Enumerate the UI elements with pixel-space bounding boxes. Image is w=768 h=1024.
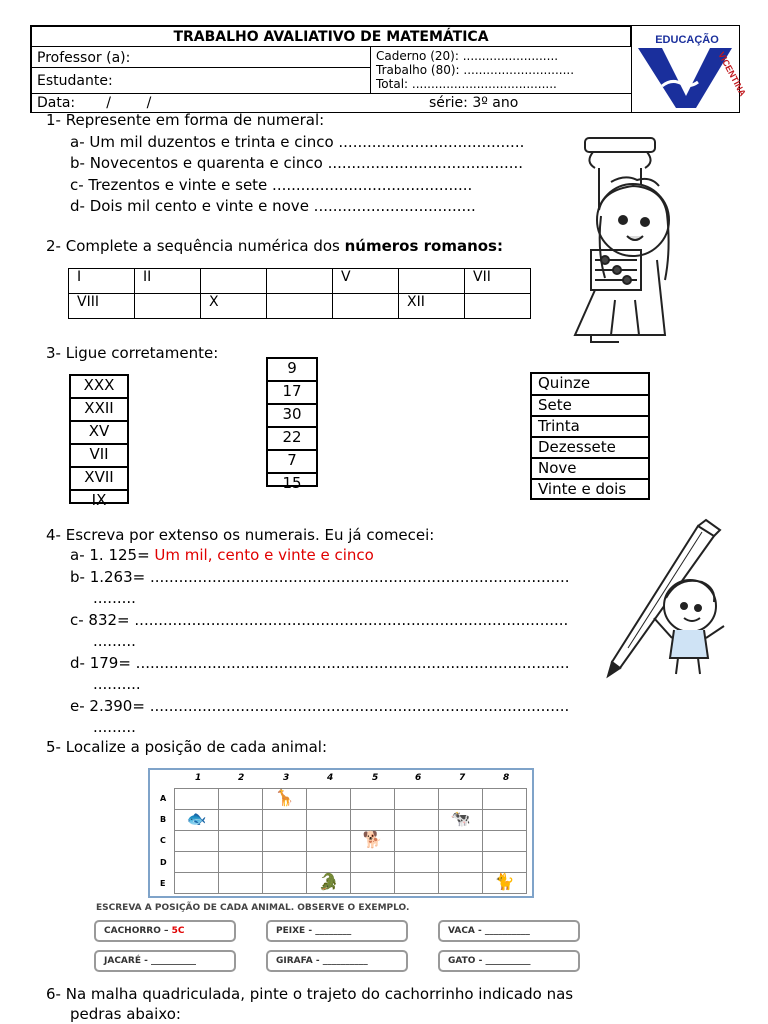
word-box[interactable]: Quinze [532,374,648,396]
answer-box-giraffe[interactable] [266,950,408,972]
number-box[interactable]: 15 [282,474,302,492]
word-box[interactable]: Vinte e dois [538,480,627,498]
worksheet-title: TRABALHO AVALIATIVO DE MATEMÁTICA [31,26,631,47]
grid-cell[interactable] [307,852,351,873]
roman-cell[interactable]: XII [399,294,465,319]
q4-c-cont[interactable]: ......... [93,632,136,650]
grid-column-label: 4 [327,773,334,783]
q4-e-cont[interactable]: ......... [93,718,136,736]
answer-value: __________ [150,956,196,966]
roman-cell[interactable]: VIII [69,294,135,319]
fish-icon: 🐟 [186,809,207,828]
grid-column-label: 8 [503,773,510,783]
grid-cell[interactable] [483,852,527,873]
roman-cell[interactable] [465,294,531,319]
grid-cell[interactable] [263,789,307,810]
q4-a-answer: Um mil, cento e vinte e cinco [154,546,374,564]
grade-level: série: 3º ano [429,95,519,111]
grid-cell[interactable] [395,873,439,894]
q4-d-label: d- 179= [70,654,136,672]
trabalho-score[interactable]: Trabalho (80): ............................. [376,63,575,77]
answer-label: GIRAFA - [276,956,323,966]
q4-d-line[interactable]: ........................................................................................... [135,654,570,672]
roman-cell[interactable]: I [69,269,135,294]
answer-box-cow[interactable] [438,920,580,942]
answer-label: GATO - [448,956,486,966]
q4-item-a [70,545,374,565]
q4-item-e[interactable] [70,696,569,716]
roman-cell[interactable]: II [135,269,201,294]
answer-value: __________ [485,956,531,966]
roman-box[interactable]: XVII [71,468,127,491]
word-box[interactable]: Trinta [532,417,648,438]
grid-cell[interactable] [263,831,307,852]
q4-b-cont[interactable]: ......... [93,589,136,607]
number-column [266,357,318,492]
grid-cell[interactable] [395,831,439,852]
grid-cell[interactable] [307,831,351,852]
grid-cell[interactable] [175,789,219,810]
answer-label: CACHORRO – [104,926,172,936]
grid-cell[interactable] [439,873,483,894]
q4-d-cont[interactable]: .......... [93,675,141,693]
q4-a-label: a- 1. 125= [70,546,155,564]
roman-box[interactable]: XXX [71,376,127,399]
roman-cell[interactable]: VII [465,269,531,294]
q4-b-label: b- 1.263= [70,568,150,586]
q4-title: 4- Escreva por extenso os numerais. Eu já comecei: [46,526,435,544]
q4-c-line[interactable]: ........................................................................................... [134,611,569,629]
answer-label: VACA - [448,926,485,936]
grid-column-label: 1 [195,773,202,783]
roman-cell[interactable] [267,294,333,319]
roman-column [69,374,129,509]
dog-icon: 🐕 [362,830,383,849]
q6-line-2: pedras abaixo: [70,1005,181,1023]
q1-title: 1- Represente em forma de numeral: [46,111,325,129]
q1-item-b[interactable]: b- Novecentos e quarenta e cinco ......................................... [70,154,524,172]
roman-box[interactable]: XV [71,422,127,445]
answer-value: 5C [171,926,185,936]
word-column [530,372,650,500]
number-box[interactable]: 30 [268,405,316,428]
answer-value: __________ [484,926,530,936]
boy-pencil-illustration [598,518,738,680]
grid-column-label: 5 [372,773,379,783]
q4-e-line[interactable]: ........................................................................................ [149,697,570,715]
grid-cell[interactable] [483,873,527,894]
grid-cell[interactable] [483,831,527,852]
grid-cell[interactable] [307,810,351,831]
grid-cell[interactable] [351,873,395,894]
grid-cell[interactable] [175,831,219,852]
q6-line-1: 6- Na malha quadriculada, pinte o trajeto do cachorrinho indicado nas [46,985,574,1003]
grid-cell[interactable] [219,810,263,831]
word-box[interactable]: Dezessete [532,438,648,459]
word-box[interactable]: Sete [532,396,648,417]
grid-column-label: 3 [283,773,290,783]
professor-field[interactable]: Professor (a): [31,46,371,68]
answer-box-dog[interactable] [94,920,236,942]
q3-title: 3- Ligue corretamente: [46,344,219,362]
q2-title-plain: 2- Complete a sequência numérica dos [46,237,345,255]
grid-cell[interactable] [483,789,527,810]
number-box[interactable]: 17 [268,382,316,405]
grid-cell[interactable] [219,852,263,873]
grid-cell[interactable] [307,873,351,894]
roman-cell[interactable] [201,269,267,294]
q5-instruction: ESCREVA A POSIÇÃO DE CADA ANIMAL. OBSERVE O EXEMPLO. [96,903,410,913]
grid-cell[interactable] [219,789,263,810]
q4-b-line[interactable]: ........................................................................................ [149,568,570,586]
roman-cell[interactable]: V [333,269,399,294]
q4-item-c[interactable] [70,610,568,630]
caderno-score[interactable]: Caderno (20): ......................... [376,49,559,63]
grid-cell[interactable] [263,852,307,873]
grid-cell[interactable] [439,831,483,852]
q1-item-c[interactable]: c- Trezentos e vinte e sete .......................................... [70,176,473,194]
roman-cell[interactable]: X [201,294,267,319]
q4-c-label: c- 832= [70,611,135,629]
school-logo [631,26,748,113]
grid-row-label: E [160,879,166,888]
q5-title: 5- Localize a posição de cada animal: [46,738,327,756]
header-table [30,25,748,113]
q4-item-b[interactable] [70,567,570,587]
grid-cell[interactable] [263,873,307,894]
q2-title [46,236,503,256]
roman-row-1 [69,269,531,294]
answer-label: PEIXE - [276,926,316,936]
roman-box[interactable]: IX [91,491,107,509]
grid-cell[interactable] [175,810,219,831]
date-field[interactable]: Data: / / [37,95,152,111]
girl-abacus-illustration [555,130,725,345]
grid-cell[interactable] [351,852,395,873]
grid-row-label: B [160,815,167,824]
answer-value: ________ [315,926,352,936]
cat-icon: 🐈 [494,872,515,891]
grid-cell[interactable] [395,810,439,831]
grid-row-label: D [160,858,167,867]
grid-cell[interactable] [175,852,219,873]
grid-cell[interactable] [219,873,263,894]
total-score[interactable]: Total: ...................................... [376,77,557,91]
animal-grid-table [174,788,527,894]
q1-item-a[interactable]: a- Um mil duzentos e trinta e cinco ....................................... [70,133,525,151]
alligator-icon: 🐊 [318,872,339,891]
grid-cell[interactable] [439,852,483,873]
q4-item-d[interactable] [70,653,570,673]
giraffe-icon: 🦒 [274,788,295,807]
answer-box-fish[interactable] [266,920,408,942]
roman-sequence-table [68,268,531,319]
grid-cell[interactable] [395,789,439,810]
grid-cell[interactable] [263,810,307,831]
grid-cell[interactable] [395,852,439,873]
grid-column-label: 7 [459,773,466,783]
q4-e-label: e- 2.390= [70,697,150,715]
grid-cell[interactable] [483,810,527,831]
q2-title-bold: números romanos: [344,237,503,255]
roman-cell[interactable] [399,269,465,294]
roman-cell[interactable] [333,294,399,319]
roman-cell[interactable] [267,269,333,294]
grade-box [370,46,632,94]
number-box[interactable]: 22 [268,428,316,451]
answer-box-alligator[interactable] [94,950,236,972]
cow-icon: 🐄 [450,809,471,828]
grid-cell[interactable] [439,789,483,810]
answer-label: JACARÉ - [104,956,151,966]
student-field[interactable]: Estudante: [31,67,371,94]
answer-value: __________ [322,956,368,966]
logo-side-text: VICENTINA [716,50,748,98]
roman-box[interactable]: XXII [71,399,127,422]
grid-cell[interactable] [307,789,351,810]
grid-column-label: 6 [415,773,422,783]
animal-grid [148,768,534,898]
grid-cell[interactable] [219,831,263,852]
grid-cell[interactable] [439,810,483,831]
grid-row-label: A [160,794,167,803]
q1-item-d[interactable]: d- Dois mil cento e vinte e nove .................................. [70,197,476,215]
number-box[interactable]: 9 [268,359,316,382]
answer-box-cat[interactable] [438,950,580,972]
logo-top-text: EDUCAÇÃO [655,34,719,46]
grid-cell[interactable] [351,831,395,852]
roman-cell[interactable] [135,294,201,319]
roman-row-2 [69,294,531,319]
grid-cell[interactable] [351,789,395,810]
grid-row-label: C [160,836,166,845]
number-box[interactable]: 7 [268,451,316,474]
grid-cell[interactable] [175,873,219,894]
grid-column-label: 2 [238,773,245,783]
roman-box[interactable]: VII [71,445,127,468]
word-box[interactable]: Nove [532,459,648,480]
grid-cell[interactable] [351,810,395,831]
